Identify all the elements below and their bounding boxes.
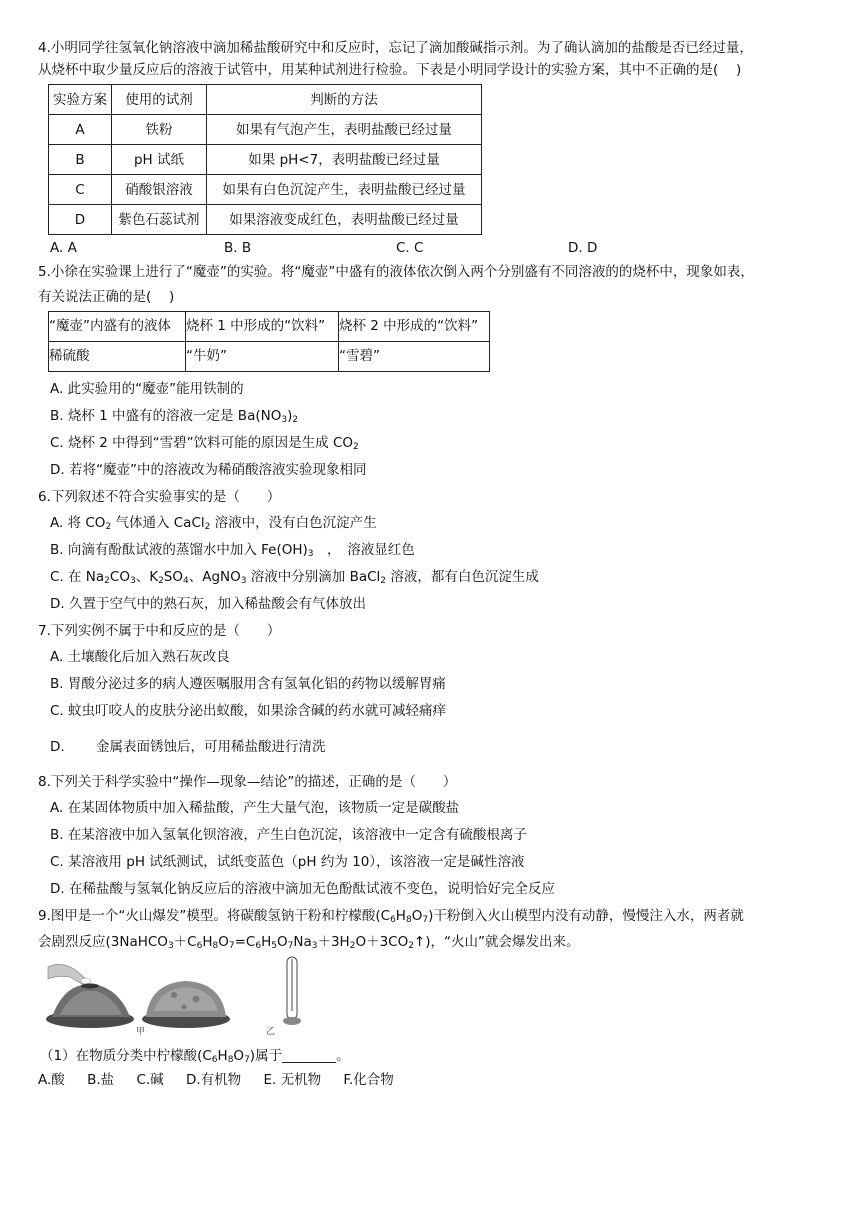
q9-figure bbox=[46, 961, 828, 1031]
q5-option-b[interactable] bbox=[50, 403, 828, 430]
option-a[interactable]: A.酸 bbox=[38, 1071, 65, 1088]
table-header: 烧杯 1 中形成的“饮料” bbox=[186, 311, 339, 341]
test-tube-illustration bbox=[280, 955, 304, 1031]
subscript: 3 bbox=[281, 414, 288, 425]
q7-option-a[interactable]: A. 土壤酸化后加入熟石灰改良 bbox=[50, 648, 230, 665]
table-cell: 硝酸银溶液 bbox=[112, 175, 207, 205]
table-cell: A bbox=[49, 115, 112, 145]
q5-option-a[interactable]: A. 此实验用的“魔壶”能用铁制的 bbox=[50, 380, 244, 397]
table-cell: 如果溶液变成红色，表明盐酸已经过量 bbox=[207, 205, 482, 235]
q9-stem-line1: 9.图甲是一个“火山爆发”模型。将碳酸氢钠干粉和柠檬酸$(C_6H_8O_7)$干粉倒入火山模型内没有动静，慢慢注入水，两者就 bbox=[38, 907, 744, 925]
option-f[interactable]: F.化合物 bbox=[343, 1071, 394, 1088]
q8-option-b[interactable]: B. 在某溶液中加入氢氧化钡溶液，产生白色沉淀，该溶液中一定含有硫酸根离子 bbox=[50, 826, 527, 843]
table-cell: 如果有白色沉淀产生，表明盐酸已经过量 bbox=[207, 175, 482, 205]
table-cell: C bbox=[49, 175, 112, 205]
table-row bbox=[49, 205, 482, 235]
q6-option-c[interactable]: C. 在 $Na_2CO_3$、$K_2SO_4$、AgNO$_3$ 溶液中分别滴加 BaCl$_2$ 溶液，都有白色沉淀生成 bbox=[50, 568, 539, 586]
table-header: 实验方案 bbox=[49, 85, 112, 115]
volcano-model-illustration bbox=[46, 961, 236, 1031]
figure-label-jia: 甲 bbox=[136, 1026, 146, 1037]
option-text: B. 烧杯 1 中盛有的溶液一定是 Ba(NO bbox=[50, 407, 282, 424]
q9-subquestion-1: （1）在物质分类中柠檬酸$(C_6H_8O_7)$属于________。 bbox=[40, 1047, 350, 1065]
q7-option-d[interactable]: D. 金属表面锈蚀后，可用稀盐酸进行清洗 bbox=[50, 738, 326, 755]
table-row bbox=[49, 115, 482, 145]
q7-option-c[interactable]: C. 蚊虫叮咬人的皮肤分泌出蚁酸，如果涂含碱的药水就可减轻痛痒 bbox=[50, 702, 447, 719]
table-cell: D bbox=[49, 205, 112, 235]
table-row bbox=[49, 341, 490, 371]
q5-table bbox=[48, 311, 490, 372]
q7-stem: 7.下列实例不属于中和反应的是（ ） bbox=[38, 622, 281, 639]
q4-table bbox=[48, 84, 482, 235]
table-header: 使用的试剂 bbox=[112, 85, 207, 115]
option-c[interactable]: C. C bbox=[396, 240, 424, 257]
q5-stem-line2: 有关说法正确的是( ) bbox=[38, 288, 175, 305]
subscript: 2 bbox=[292, 414, 299, 425]
q9-options bbox=[38, 1067, 828, 1093]
table-cell: B bbox=[49, 145, 112, 175]
option-b[interactable]: B. B bbox=[224, 240, 252, 257]
q5-stem-line1: 5.小徐在实验课上进行了“魔壶”的实验。将“魔壶”中盛有的液体依次倒入两个分别盛有不同溶液的的烧杯中，现象如表， bbox=[38, 264, 754, 281]
table-cell: 稀硫酸 bbox=[49, 341, 186, 371]
q6-stem: 6.下列叙述不符合实验事实的是（ ） bbox=[38, 488, 281, 505]
option-d[interactable]: D.有机物 bbox=[185, 1071, 242, 1088]
q9-figure-labels bbox=[38, 1026, 828, 1045]
q6-option-b[interactable]: B. 向滴有酚酞试液的蒸馏水中加入 $Fe(OH)_3$ ， 溶液显红色 bbox=[50, 541, 415, 559]
q9-stem-line2: 会剧烈反应$(3NaHCO_3+C_6H_8O_7=C_6H_5O_7Na_3+3H_2O+3CO_2↑)$，“火山”就会爆发出来。 bbox=[38, 933, 580, 951]
q8-option-a[interactable]: A. 在某固体物质中加入稀盐酸，产生大量气泡，该物质一定是碳酸盐 bbox=[50, 799, 460, 816]
table-cell: 铁粉 bbox=[112, 115, 207, 145]
table-header-row bbox=[49, 85, 482, 115]
q4-stem-line2: 从烧杯中取少量反应后的溶液于试管中，用某种试剂进行检验。下表是小明同学设计的实验方案，其中不正确的是( ) bbox=[38, 62, 742, 79]
table-header: 烧杯 2 中形成的“饮料” bbox=[339, 311, 490, 341]
q4-options bbox=[50, 235, 828, 261]
table-cell: “雪碧” bbox=[339, 341, 490, 371]
q8-option-d[interactable]: D. 在稀盐酸与氢氧化钠反应后的溶液中滴加无色酚酞试液不变色，说明恰好完全反应 bbox=[50, 880, 555, 897]
table-header: 判断的方法 bbox=[207, 85, 482, 115]
table-row bbox=[49, 175, 482, 205]
table-cell: 如果 pH<7，表明盐酸已经过量 bbox=[207, 145, 482, 175]
figure-label-yi: 乙 bbox=[266, 1026, 276, 1037]
table-header: “魔壶”内盛有的液体 bbox=[49, 311, 186, 341]
table-cell: 如果有气泡产生，表明盐酸已经过量 bbox=[207, 115, 482, 145]
table-row bbox=[49, 145, 482, 175]
q5-option-d[interactable]: D. 若将“魔壶”中的溶液改为稀硝酸溶液实验现象相同 bbox=[50, 461, 367, 478]
q6-option-a[interactable]: A. 将 $CO_2$ 气体通入 CaCl$_2$ 溶液中，没有白色沉淀产生 bbox=[50, 514, 377, 532]
q8-stem: 8.下列关于科学实验中“操作—现象—结论”的描述，正确的是（ ） bbox=[38, 773, 457, 790]
subscript: 2 bbox=[353, 441, 359, 452]
table-header-row bbox=[49, 311, 490, 341]
worksheet bbox=[38, 40, 828, 1093]
table-cell: 紫色石蕊试剂 bbox=[112, 205, 207, 235]
option-e[interactable]: E. 无机物 bbox=[263, 1071, 322, 1088]
q5-option-c[interactable] bbox=[50, 430, 828, 457]
q7-option-b[interactable]: B. 胃酸分泌过多的病人遵医嘱服用含有氢氧化铝的药物以缓解胃痛 bbox=[50, 675, 446, 692]
option-text: C. 烧杯 2 中得到“雪碧”饮料可能的原因是生成 CO bbox=[50, 434, 354, 451]
table-cell: pH 试纸 bbox=[112, 145, 207, 175]
option-a[interactable]: A. A bbox=[50, 240, 77, 257]
option-b[interactable]: B.盐 bbox=[87, 1071, 115, 1088]
q8-option-c[interactable]: C. 某溶液用 pH 试纸测试，试纸变蓝色（pH 约为 10），该溶液一定是碱性溶液 bbox=[50, 853, 525, 870]
option-c[interactable]: C.碱 bbox=[136, 1071, 164, 1088]
option-d[interactable]: D. D bbox=[568, 240, 598, 257]
q6-option-d[interactable]: D. 久置于空气中的熟石灰，加入稀盐酸会有气体放出 bbox=[50, 595, 366, 612]
option-text: ) bbox=[287, 407, 293, 424]
q4-stem-line1: 4.小明同学往氢氧化钠溶液中滴加稀盐酸研究中和反应时，忘记了滴加酸碱指示剂。为了确认滴加的盐酸是否已经过量， bbox=[38, 40, 753, 56]
table-cell: “牛奶” bbox=[186, 341, 339, 371]
